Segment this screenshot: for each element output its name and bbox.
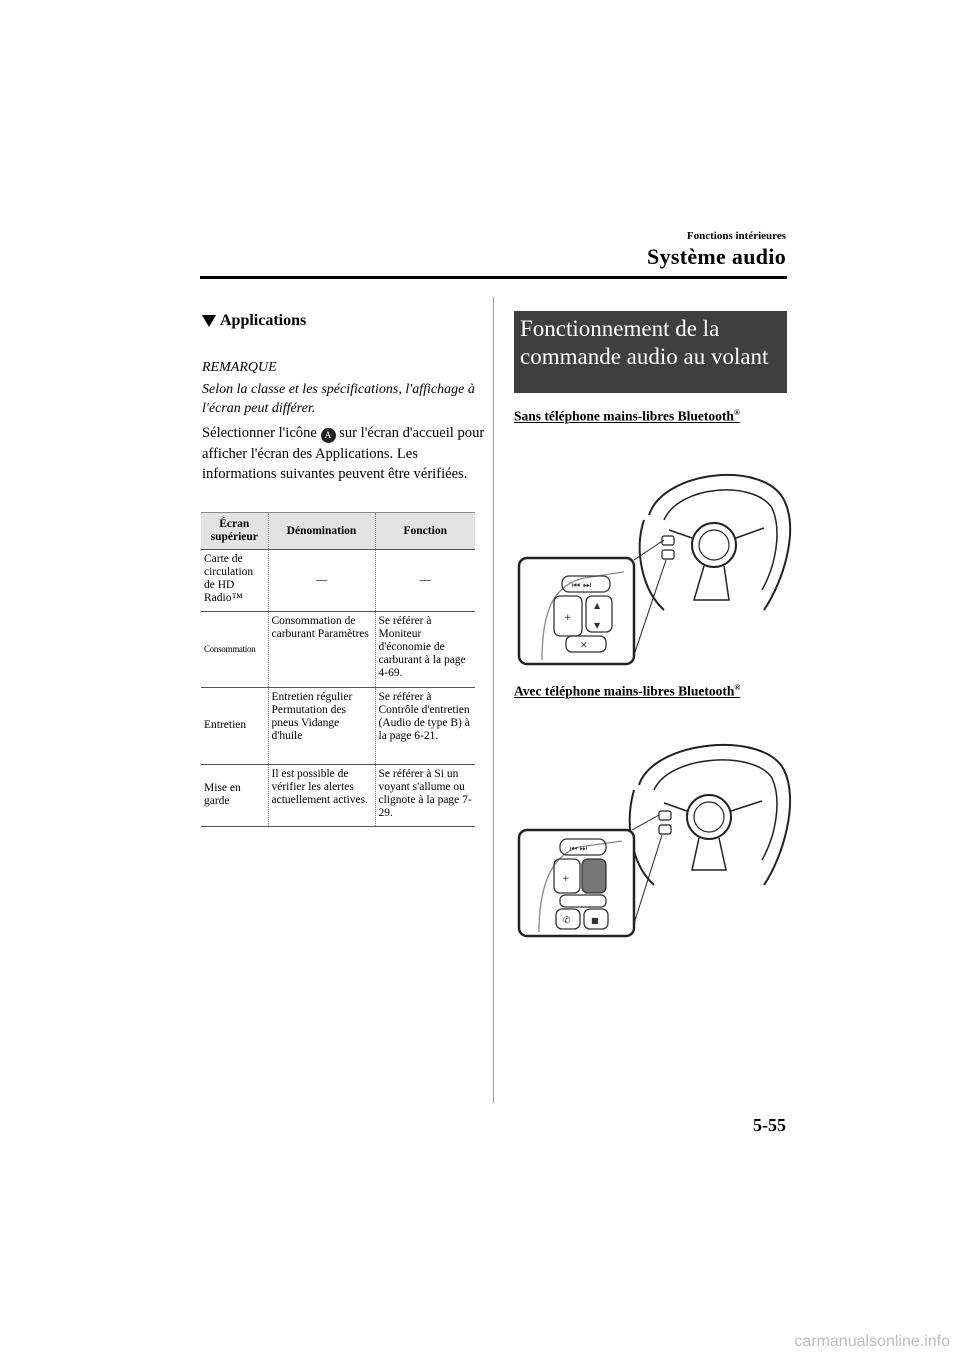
- intro-text-after: sur l'écran d'accueil pour afficher l'écran des Applications. Les informations suivantes peuvent être vérifiées.: [202, 425, 485, 482]
- svg-text:✕: ✕: [580, 641, 588, 651]
- svg-text:✆: ✆: [563, 916, 571, 926]
- applications-heading-text: Applications: [220, 312, 307, 329]
- subheading-with-bluetooth-text: Avec téléphone mains-libres Bluetooth: [514, 683, 735, 699]
- triangle-icon: [202, 315, 216, 327]
- remarque-note: Selon la classe et les spécifications, l'affichage à l'écran peut différer.: [202, 382, 475, 416]
- intro-paragraph: [202, 423, 487, 485]
- remarque-label: REMARQUE: [202, 360, 277, 375]
- svg-text:▲: ▲: [594, 601, 601, 610]
- cell-fonction: —: [375, 550, 475, 612]
- cell-fonction: Se référer à Moniteur d'économie de carburant à la page 4-69.: [375, 612, 475, 688]
- table-row: [201, 550, 475, 612]
- svg-text:■: ■: [591, 916, 599, 925]
- registered-mark: ®: [734, 683, 741, 692]
- applications-icon: A: [321, 428, 336, 443]
- header-rule: [200, 276, 787, 279]
- watermark: carmanualsonline.info: [794, 1333, 950, 1350]
- svg-text:+: +: [562, 874, 570, 884]
- header-chapter: Système audio: [647, 244, 786, 269]
- cell-ecran: Consommation: [201, 612, 268, 688]
- cell-denomination: Il est possible de vérifier les alertes actuellement actives.: [268, 765, 375, 827]
- svg-text:⏮ ⏭: ⏮ ⏭: [570, 844, 587, 853]
- section-title-box: Fonctionnement de la commande audio au volant: [514, 311, 787, 393]
- cell-fonction: Se référer à Si un voyant s'allume ou clignote à la page 7-29.: [375, 765, 475, 827]
- col-header-ecran: Écran supérieur: [201, 513, 268, 550]
- subheading-without-bluetooth: [514, 408, 740, 425]
- table-header-row: [201, 513, 475, 550]
- cell-ecran: Entretien: [201, 688, 268, 765]
- subheading-without-bluetooth-text: Sans téléphone mains-libres Bluetooth: [514, 408, 734, 424]
- cell-denomination: Consommation de carburant Paramètres: [268, 612, 375, 688]
- intro-text-before: Sélectionner l'icône: [202, 425, 321, 441]
- header-section: Fonctions intérieures: [686, 230, 786, 242]
- subheading-with-bluetooth: [514, 683, 740, 700]
- steering-wheel-illustration-1: [514, 460, 794, 670]
- table-row: [201, 688, 475, 765]
- table-row: [201, 612, 475, 688]
- table-row: [201, 765, 475, 827]
- col-header-fonction: Fonction: [375, 513, 475, 550]
- svg-text:▼: ▼: [594, 621, 601, 630]
- svg-text:⏮ ⏭: ⏮ ⏭: [572, 581, 592, 591]
- cell-denomination: Entretien régulier Permutation des pneus Vidange d'huile: [268, 688, 375, 765]
- col-header-denomination: Dénomination: [268, 513, 375, 550]
- cell-ecran: Carte de circulation de HD Radio™: [201, 550, 268, 612]
- column-divider: [493, 297, 494, 1103]
- cell-denomination: —: [268, 550, 375, 612]
- svg-text:+: +: [564, 613, 572, 623]
- page-number: 5-55: [753, 1115, 786, 1135]
- applications-heading: [202, 312, 306, 330]
- registered-mark: ®: [733, 408, 740, 417]
- steering-wheel-illustration-2: [514, 735, 794, 945]
- cell-ecran: Mise en garde: [201, 765, 268, 827]
- applications-table: [201, 512, 475, 827]
- cell-fonction: Se référer à Contrôle d'entretien (Audio de type B) à la page 6-21.: [375, 688, 475, 765]
